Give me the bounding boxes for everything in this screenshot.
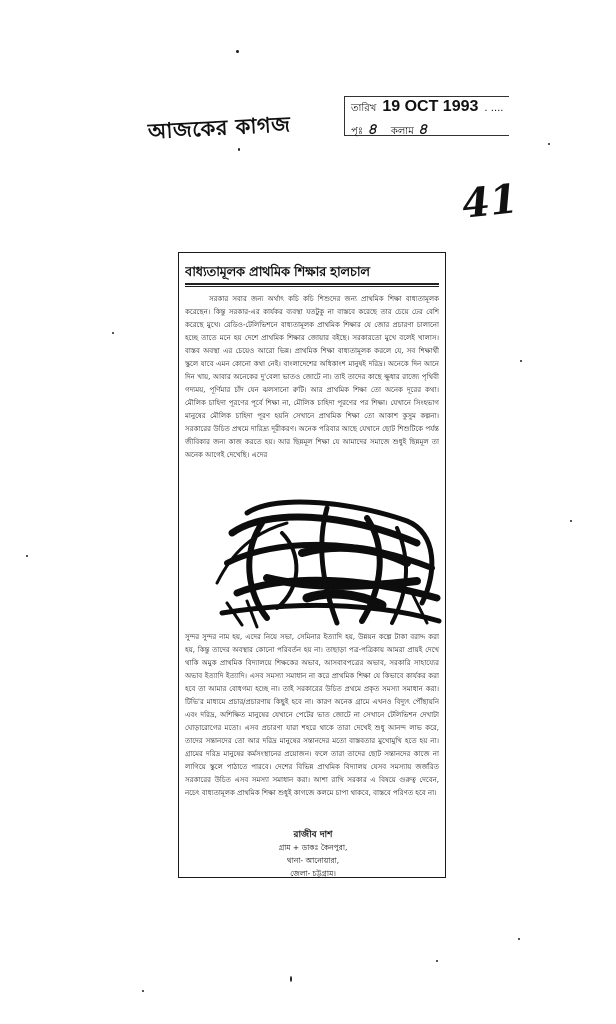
author-address-thana: থানা- আনোয়ারা,: [286, 856, 340, 865]
stamp-page-row: [351, 118, 432, 143]
stamp-column-label: কলাম: [390, 126, 414, 137]
stamp-page-label: পৃঃ: [351, 126, 364, 137]
scan-speck: [290, 976, 292, 982]
stamp-dots: . ....: [484, 103, 504, 114]
archive-date-stamp: [344, 96, 509, 136]
article-illustration: [207, 493, 447, 629]
headline-rule: [185, 283, 439, 285]
scan-speck: [238, 148, 240, 151]
scan-speck: [570, 520, 572, 522]
author-name: রাজীব দাশ: [293, 830, 333, 840]
scan-speck: [26, 555, 28, 557]
article-paragraph-2: সুন্দর সুন্দর নাম হয়, এদের নিয়ে সভা, সেমিনার ইত্যাদি হয়, উন্নয়ন কল্পে টাকা বরাদ্দ করা হয়, কিন্তু তাদের অবস্থার কোনো পরিবর্তন হয় না। তাছাড়া পত্র-পত্রিকায় আমরা প্রায়ই দেখে থাকি অমুক প্রাথমিক বিদ্যালয়ে শিক্ষকের অভাব, আসবাবপত্রের অভাব, সরকারি সাহায্যের অভাব ইত্যাদি ইত্যাদি। এসব সমস্যা সমাধান না করে প্রাথমিক শিক্ষা যে কিভাবে কার্যকর করা হবে তা আমার বোধগম্য হচ্ছে না। তাই সরকারের উচিত প্রথমে প্রকৃত সমস্যা সমাধান করা। টিভি'র মাধ্যমে প্রচার/প্রচারণায় কিছুই হবে না। কারণ অনেক গ্রামে এখনও বিদ্যুৎ পৌঁছায়নি এবং দরিদ্র, অশিক্ষিত মানুষের যেখানে পেটের ভাত জোটে না সেখানে টেলিভিশন দেখাটা ঘোড়ারোগের মতো। এসব প্রচারণা যারা শহরে থাকে তারা দেখেই শুধু আনন্দ লাভ করে, তাদের সন্তানদের তো আর দরিদ্র মানুষের সন্তানদের মতো বাস্তবতার মুখোমুখি হতে হয় না। গ্রামের দরিদ্র মানুষের কর্মসংস্থানের প্রয়োজন। ফলে তারা তাদের ছোট সন্তানদের কাজে না লাগিয়ে স্কুলে পাঠাতে পারবে। দেশের বিভিন্ন প্রাথমিক বিদ্যালয় যেসব সমস্যায় জর্জরিত সরকারের উচিত এসব সমস্যা সমাধান করা। আশা রাখি সরকার এ বিষয়ে গুরুত্ব দেবেন, নচেৎ বাধ্যতামূলক প্রাথমিক শিক্ষা শুধুই কাগজে কলমে চাপা থাকবে, বাস্তবে পরিণত হবে না।: [185, 633, 439, 797]
author-address-village: গ্রাম + ডাকঃ কৈনপুরা,: [278, 843, 348, 852]
scan-speck: [518, 938, 520, 940]
scan-speck: [436, 960, 438, 962]
stamp-date-label: তারিখ: [351, 103, 377, 114]
article-paragraph-1: সরকার সবার জন্য অর্থাৎ কচি কচি শিশুদের জন্য প্রাথমিক শিক্ষা বাধ্যতামূলক করেছেন। কিন্তু সরকার-এর কার্যকর ব্যবস্থা যতটুকু না বাস্তবে করেছে তার চেয়ে ঢের বেশি করেছে মুখে। রেডিও-টেলিভিশনে বাধ্যতামূলক প্রাথমিক শিক্ষার যে জোর প্রচারণা চালানো হচ্ছে তাতে মনে হয় দেশে প্রাথমিক শিক্ষার জোয়ার বইছে। সরকারতো মুখে বলেই খালাস। বাস্তব অবস্থা এর চেয়েও আরো ভিন্ন। প্রাথমিক শিক্ষা বাধ্যতামূলক করলে যে, সব শিক্ষার্থী স্কুলে যাবে এমন কোনো কথা নেই। বাংলাদেশের অধিকাংশ মানুষই দরিদ্র। অনেকে দিন আনে দিন খায়, আবার অনেকের দু'বেলা ভাতও জোটে না। তাই তাদের কাছে ক্ষুধার রাজ্যে পৃথিবী গদ্যময়, পূর্ণিমার চাঁদ যেন ঝলসানো রুটি। আর প্রাথমিক শিক্ষা তো অনেক দূরের কথা। মৌলিক চাহিদা পূরণের পূর্বে শিক্ষা না, মৌলিক চাহিদা পূরণের পর শিক্ষা। যেখানে সিংহভাগ মানুষের মৌলিক চাহিদা পূরণ হয়নি সেখানে প্রাথমিক শিক্ষা তো আকাশ কুসুম কল্পনা। সরকারের উচিত প্রথমে দারিদ্র্য দূরীকরণ। অনেক পরিবার আছে যেখানে ছোট শিশুটিকে পর্যন্ত জীবিকার জন্য কাজ করতে হয়। আর ছিন্নমূল শিক্ষা যে আমাদের সমাজে শুধুই ছিন্নমূল তা অনেক আগেই দেখেছি। এদের: [185, 295, 439, 459]
scan-speck: [142, 990, 144, 992]
scan-speck: [236, 50, 239, 53]
newspaper-masthead: আজকের কাগজ: [147, 111, 292, 144]
stamp-date-value: 19 OCT 1993: [382, 98, 479, 115]
scan-speck: [548, 143, 550, 145]
scan-speck: [520, 360, 522, 362]
newspaper-clipping: [178, 252, 446, 878]
stamp-page-value: ৪: [367, 120, 377, 138]
handwritten-folio-number: 41: [459, 175, 520, 228]
article-headline: বাধ্যতামূলক প্রাথমিক শিক্ষার হালচাল: [185, 265, 370, 280]
stamp-date-row: [351, 98, 503, 118]
scan-speck: [112, 332, 114, 334]
headline-rule-thin: [185, 286, 439, 287]
stamp-column-value: ৪: [417, 120, 428, 138]
author-address-district: জেলা- চট্টগ্রাম।: [290, 869, 336, 878]
